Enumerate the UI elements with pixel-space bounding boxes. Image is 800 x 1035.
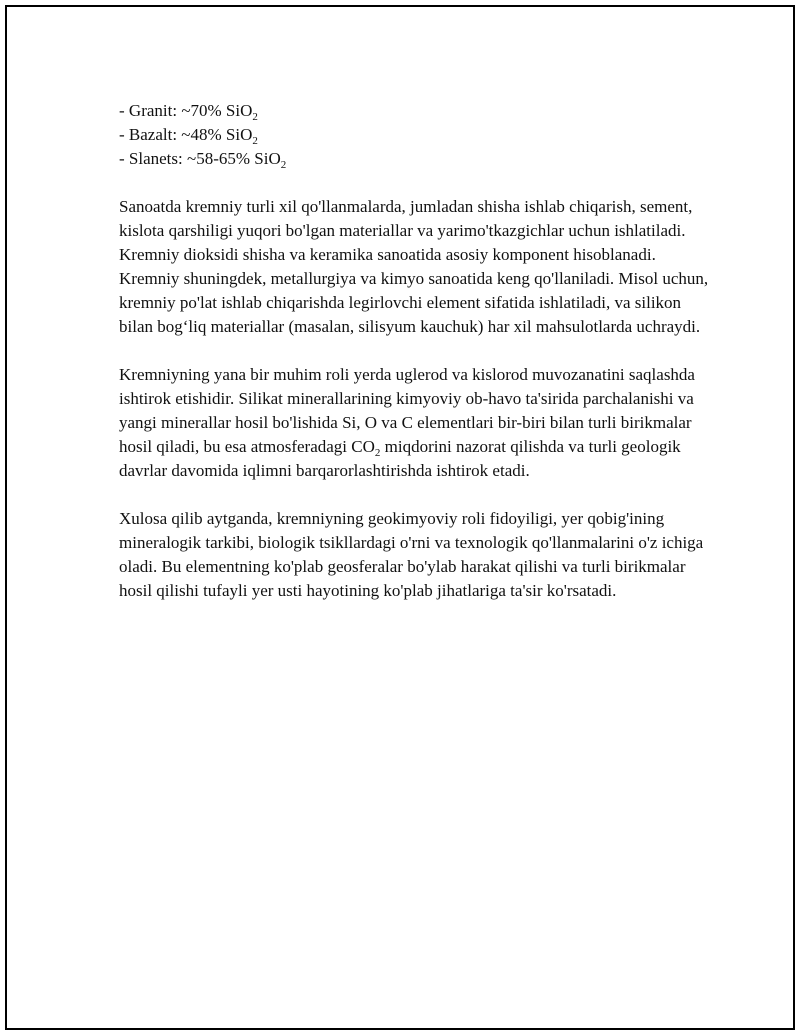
list-item-bazalt <box>119 123 719 147</box>
paragraph-conclusion: Xulosa qilib aytganda, kremniyning geokimyoviy roli fidoyiligi, yer qobig'ining mineralogik tarkibi, biologik tsikllardagi o'rni va texnologik qo'llanmalarini o'z ichiga oladi. Bu elementning ko'plab geosferalar bo'ylab harakat qilishi va turli birikmalar hosil qilishi tufayli yer usti hayotining ko'plab jihatlariga ta'sir ko'rsatadi. <box>119 509 704 600</box>
paragraph-carbon-balance <box>119 363 719 483</box>
list-item-text: - Bazalt: ~48% SiO <box>119 125 253 144</box>
paragraph-industry: Sanoatda kremniy turli xil qo'llanmalarda, jumladan shisha ishlab chiqarish, sement, kislota qarshiligi yuqori bo'lgan materiallar va yarimo'tkazgichlar uchun ishlatiladi. Kremniy dioksidi shisha va keramika sanoatida asosiy komponent hisoblanadi. Kremniy shuningdek, metallurgiya va kimyo sanoatida keng qo'llaniladi. Misol uchun, kremniy po'lat ishlab chiqarishda legirlovchi element sifatida ishlatiladi, va silikon bilan bog‘liq materiallar (masalan, silisyum kauchuk) har xil mahsulotlarda uchraydi. <box>119 197 709 336</box>
list-item-text: - Slanets: ~58-65% SiO <box>119 149 281 168</box>
list-item-granit <box>119 99 719 123</box>
paragraph-text: miqdorini nazorat qilishda va turli geologik davrlar davomida iqlimni barqarorlashtirishda ishtirok etadi. <box>119 437 681 480</box>
subscript: 2 <box>280 159 287 171</box>
paragraph-text: Kremniyning yana bir muhim roli yerda uglerod va kislorod muvozanatini saqlashda ishtirok etishidir. Silikat minerallarining kimyoviy ob-havo ta'sirida parchalanishi va yangi minerallar hosil bo'lishida Si, O va C elementlari bir-biri bilan turli birikmalar hosil qiladi, bu esa atmosferadagi CO <box>119 365 695 456</box>
silica-content-list <box>119 99 719 171</box>
subscript: 2 <box>252 135 258 147</box>
subscript: 2 <box>374 447 381 459</box>
list-item-slanets <box>119 147 719 171</box>
document-body <box>119 99 719 627</box>
list-item-text: - Granit: ~70% SiO <box>119 101 253 120</box>
subscript: 2 <box>252 111 258 123</box>
document-page <box>5 5 795 1030</box>
